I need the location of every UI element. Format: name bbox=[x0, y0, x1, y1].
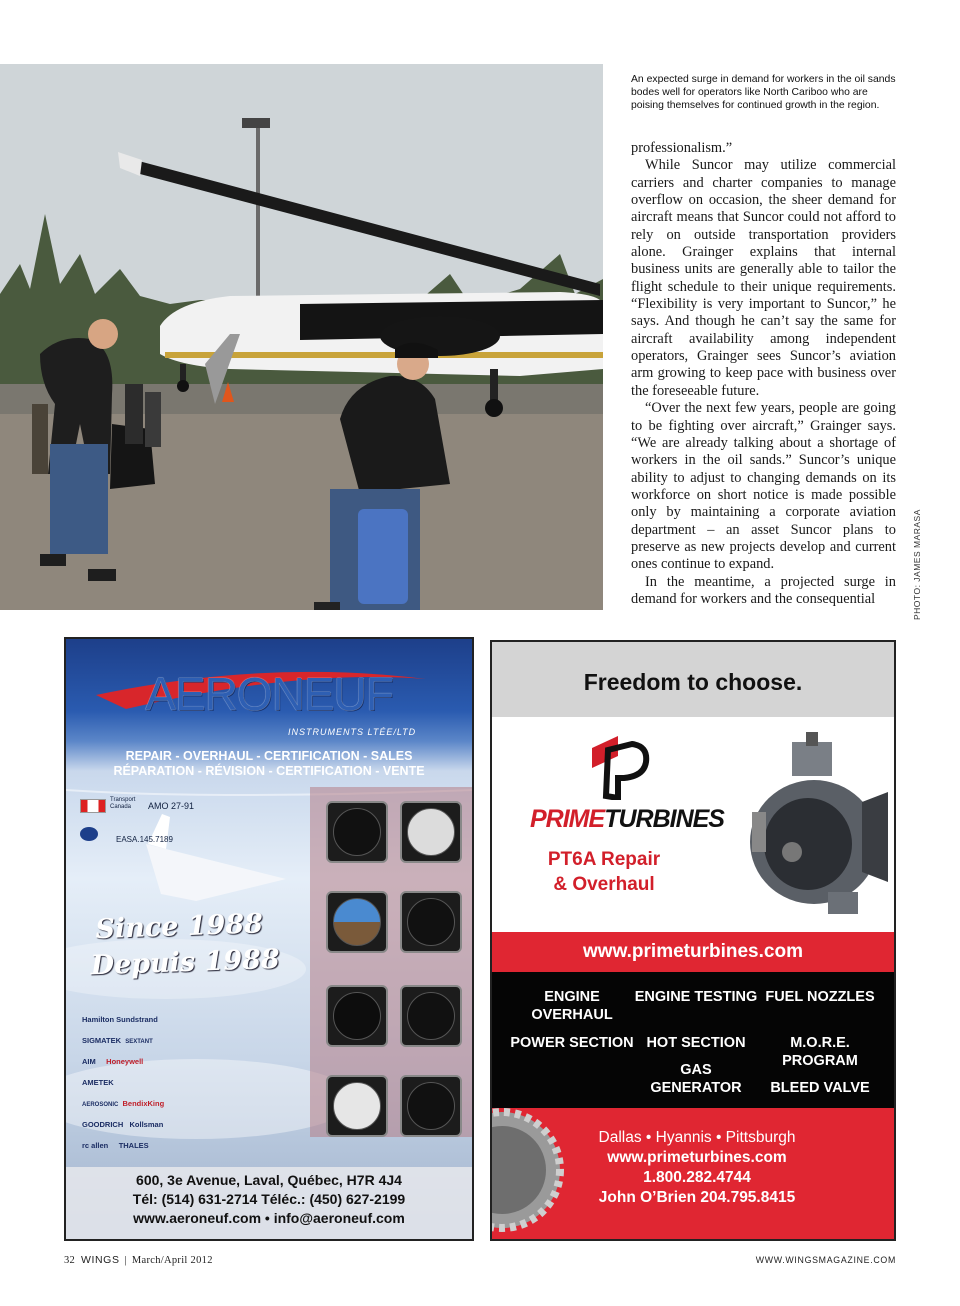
altimeter-gauge-icon bbox=[326, 801, 388, 863]
issue-date: March/April 2012 bbox=[131, 1255, 213, 1266]
since-en: Since 1988 bbox=[94, 908, 264, 946]
partner-logo: AMETEK bbox=[82, 1078, 114, 1087]
service-power-section: POWER SECTION bbox=[510, 1035, 634, 1051]
since-fr: Depuis 1988 bbox=[90, 943, 281, 982]
prime-locations: Dallas • Hyannis • Pittsburgh bbox=[598, 1129, 796, 1146]
aeroneuf-address: 600, 3e Avenue, Laval, Québec, H7R 4J4 bbox=[136, 1172, 402, 1188]
article-paragraph: In the meantime, a projected surge in demand for workers and the consequential bbox=[631, 573, 896, 607]
easa-logo-icon bbox=[80, 827, 98, 841]
service-more-program: M.O.R.E. PROGRAM bbox=[782, 1035, 858, 1069]
article-paragraph: “Over the next few years, people are going to be fighting over aircraft,” Grainger says. “We are already talking about a shortage of workers in the oil sands.” Suncor’s unique ability to adjust to changing demands on its workforce on short notice is made possible only by maintaining a corporate aviation department – an asset Suncor plans to preserve as new projects develop and current ones continue to expand. bbox=[631, 400, 896, 573]
since-1988-slogan bbox=[90, 906, 281, 984]
partner-logo: AIM Honeywell bbox=[82, 1057, 144, 1066]
aeroneuf-brand: AERONEUF bbox=[145, 668, 393, 720]
encoding-altimeter-icon bbox=[400, 891, 462, 953]
photo-caption: An expected surge in demand for workers in the oil sands bodes well for operators like North Cariboo who are poising themselves for continued growth in the region. bbox=[631, 74, 896, 111]
transport-canada-label: Transport Canada bbox=[110, 797, 136, 810]
article-paragraph: professionalism.” bbox=[631, 140, 733, 156]
pt6a-engine-image bbox=[732, 732, 888, 922]
article-paragraph: While Suncor may utilize commercial carriers and charter companies to manage overflow on occasion, the sheer demand for aircraft means that Suncor could not afford to rely on outside transportation providers alone. Grainger explains that internal business units are generally able to tailor the flight schedule to their unique requirements. “Flexibility is very important to Suncor,” he says. And though he can’t say the same for aircraft availability among independent operators, Grainger sees Suncor’s aviation arm growing to keep pace with business over the foreseeable future. bbox=[631, 157, 896, 399]
partner-logo: Hamilton Sundstrand bbox=[82, 1015, 158, 1024]
service-engine-testing: ENGINE TESTING bbox=[634, 989, 758, 1005]
aeroneuf-web-link[interactable]: www.aeroneuf.com • info@aeroneuf.com bbox=[133, 1210, 405, 1226]
pt6a-service: PT6A Repair & Overhaul bbox=[547, 849, 661, 895]
service-hot-section: HOT SECTION bbox=[646, 1035, 746, 1051]
feature-photo bbox=[0, 64, 603, 610]
article-body bbox=[631, 140, 896, 608]
aeroneuf-contact bbox=[66, 1167, 472, 1241]
instrument-panel bbox=[310, 787, 474, 1137]
partner-logo: GOODRICH Kollsman bbox=[82, 1120, 164, 1129]
prime-contact-text bbox=[572, 1128, 822, 1208]
prime-web-link[interactable]: www.primeturbines.com bbox=[607, 1149, 787, 1166]
partner-logo: SIGMATEK SEXTANT bbox=[82, 1036, 153, 1045]
attitude-indicator-icon bbox=[326, 891, 388, 953]
hsi-gauge-icon bbox=[326, 985, 388, 1047]
prime-contact-panel bbox=[492, 1108, 894, 1241]
prime-headline: Freedom to choose. bbox=[492, 642, 894, 717]
prime-contact-person: John O’Brien 204.795.8415 bbox=[598, 1189, 796, 1206]
prime-turbines-logo: PRIMETURBINES bbox=[530, 805, 724, 833]
aeroneuf-logo bbox=[66, 667, 472, 737]
prime-services-grid bbox=[492, 972, 894, 1108]
services-en: REPAIR - OVERHAUL - CERTIFICATION - SALES bbox=[125, 749, 413, 763]
page-number: 32 bbox=[64, 1255, 76, 1266]
aeroneuf-phones: Tél: (514) 631-2714 Téléc.: (450) 627-2199 bbox=[132, 1191, 406, 1207]
prime-p-logo-icon bbox=[588, 734, 652, 800]
canada-flag-icon bbox=[80, 799, 106, 813]
service-bleed-valve: BLEED VALVE bbox=[770, 1080, 870, 1096]
partner-logo: AEROSONIC BendixKing bbox=[82, 1099, 165, 1108]
service-engine-overhaul: ENGINE OVERHAUL bbox=[531, 989, 613, 1023]
magazine-name: WINGS bbox=[80, 1254, 120, 1266]
aeroneuf-advertisement[interactable] bbox=[64, 637, 474, 1241]
prime-turbines-advertisement[interactable] bbox=[490, 640, 896, 1241]
engine-gauge-icon bbox=[326, 1075, 388, 1137]
service-fuel-nozzles: FUEL NOZZLES bbox=[765, 989, 875, 1005]
magazine-website: WWW.WINGSMAGAZINE.COM bbox=[755, 1255, 896, 1265]
torque-gauge-icon bbox=[400, 1075, 462, 1137]
aeroneuf-services bbox=[66, 749, 472, 779]
clock-gauge-icon bbox=[400, 985, 462, 1047]
turn-coordinator-icon bbox=[400, 801, 462, 863]
airport-apron-scene bbox=[0, 64, 603, 610]
easa-certification: EASA.145.7189 bbox=[116, 835, 173, 844]
page-folio: 32 WINGS | March/April 2012 bbox=[64, 1254, 213, 1266]
prime-phone: 1.800.282.4744 bbox=[643, 1169, 751, 1186]
prime-url-banner[interactable]: www.primeturbines.com bbox=[492, 932, 894, 972]
gear-icon bbox=[490, 1100, 572, 1240]
photo-credit: PHOTO: JAMES MARASA bbox=[912, 509, 922, 620]
amo-certification: AMO 27-91 bbox=[148, 801, 195, 811]
service-gas-generator: GAS GENERATOR bbox=[650, 1062, 742, 1096]
services-fr: RÉPARATION - RÉVISION - CERTIFICATION - VENTE bbox=[113, 764, 425, 778]
partner-logo: rc allen THALES bbox=[82, 1141, 149, 1150]
partner-logos bbox=[82, 1009, 212, 1156]
aeroneuf-subbrand: INSTRUMENTS LTÉE/LTD bbox=[288, 727, 417, 737]
